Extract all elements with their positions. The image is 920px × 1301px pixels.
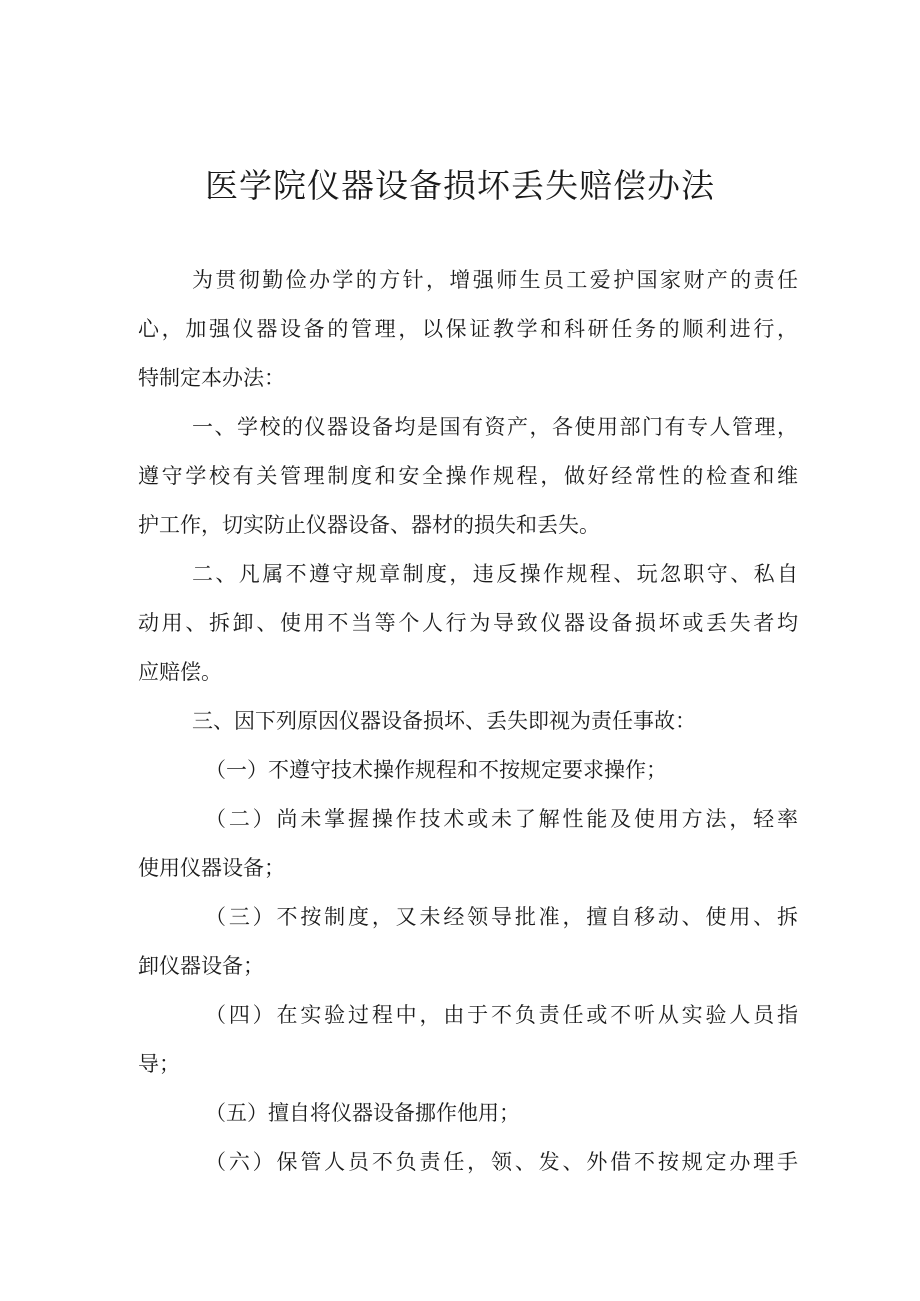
section-1-line-1: 一、学校的仪器设备均是国有资产，各使用部门有专人管理，: [192, 415, 798, 439]
item-3-line-1: （三）不按制度，又未经领导批准，擅自移动、使用、拆: [205, 905, 798, 929]
paragraph-intro-line-1: 为贯彻勤俭办学的方针，增强师生员工爱护国家财产的责任: [192, 268, 798, 292]
section-1-line-2: 遵守学校有关管理制度和安全操作规程，做好经常性的检查和维: [138, 464, 798, 488]
item-4-line-1: （四）在实验过程中，由于不负责任或不听从实验人员指: [205, 1003, 798, 1027]
section-2-line-2: 动用、拆卸、使用不当等个人行为导致仪器设备损坏或丢失者均: [138, 611, 798, 635]
section-3-heading: 三、因下列原因仪器设备损坏、丢失即视为责任事故：: [192, 709, 696, 733]
item-5-line-1: （五）擅自将仪器设备挪作他用；: [205, 1101, 520, 1125]
item-3-line-2: 卸仪器设备；: [138, 954, 264, 978]
section-1-line-3: 护工作，切实防止仪器设备、器材的损失和丢失。: [138, 513, 600, 537]
item-2-line-2: 使用仪器设备；: [138, 856, 285, 880]
item-2-line-1: （二）尚未掌握操作技术或未了解性能及使用方法，轻率: [205, 807, 798, 831]
paragraph-intro-line-2: 心，加强仪器设备的管理，以保证教学和科研任务的顺利进行，: [138, 317, 798, 341]
item-6-line-1: （六）保管人员不负责任，领、发、外借不按规定办理手: [205, 1150, 798, 1174]
document-title: 医学院仪器设备损坏丢失赔偿办法: [205, 166, 715, 205]
paragraph-intro-line-3: 特制定本办法：: [138, 366, 285, 390]
item-4-line-2: 导；: [138, 1052, 180, 1076]
section-2-line-3: 应赔偿。: [138, 660, 222, 684]
item-1-line-1: （一）不遵守技术操作规程和不按规定要求操作；: [205, 758, 667, 782]
section-2-line-1: 二、凡属不遵守规章制度，违反操作规程、玩忽职守、私自: [192, 562, 798, 586]
